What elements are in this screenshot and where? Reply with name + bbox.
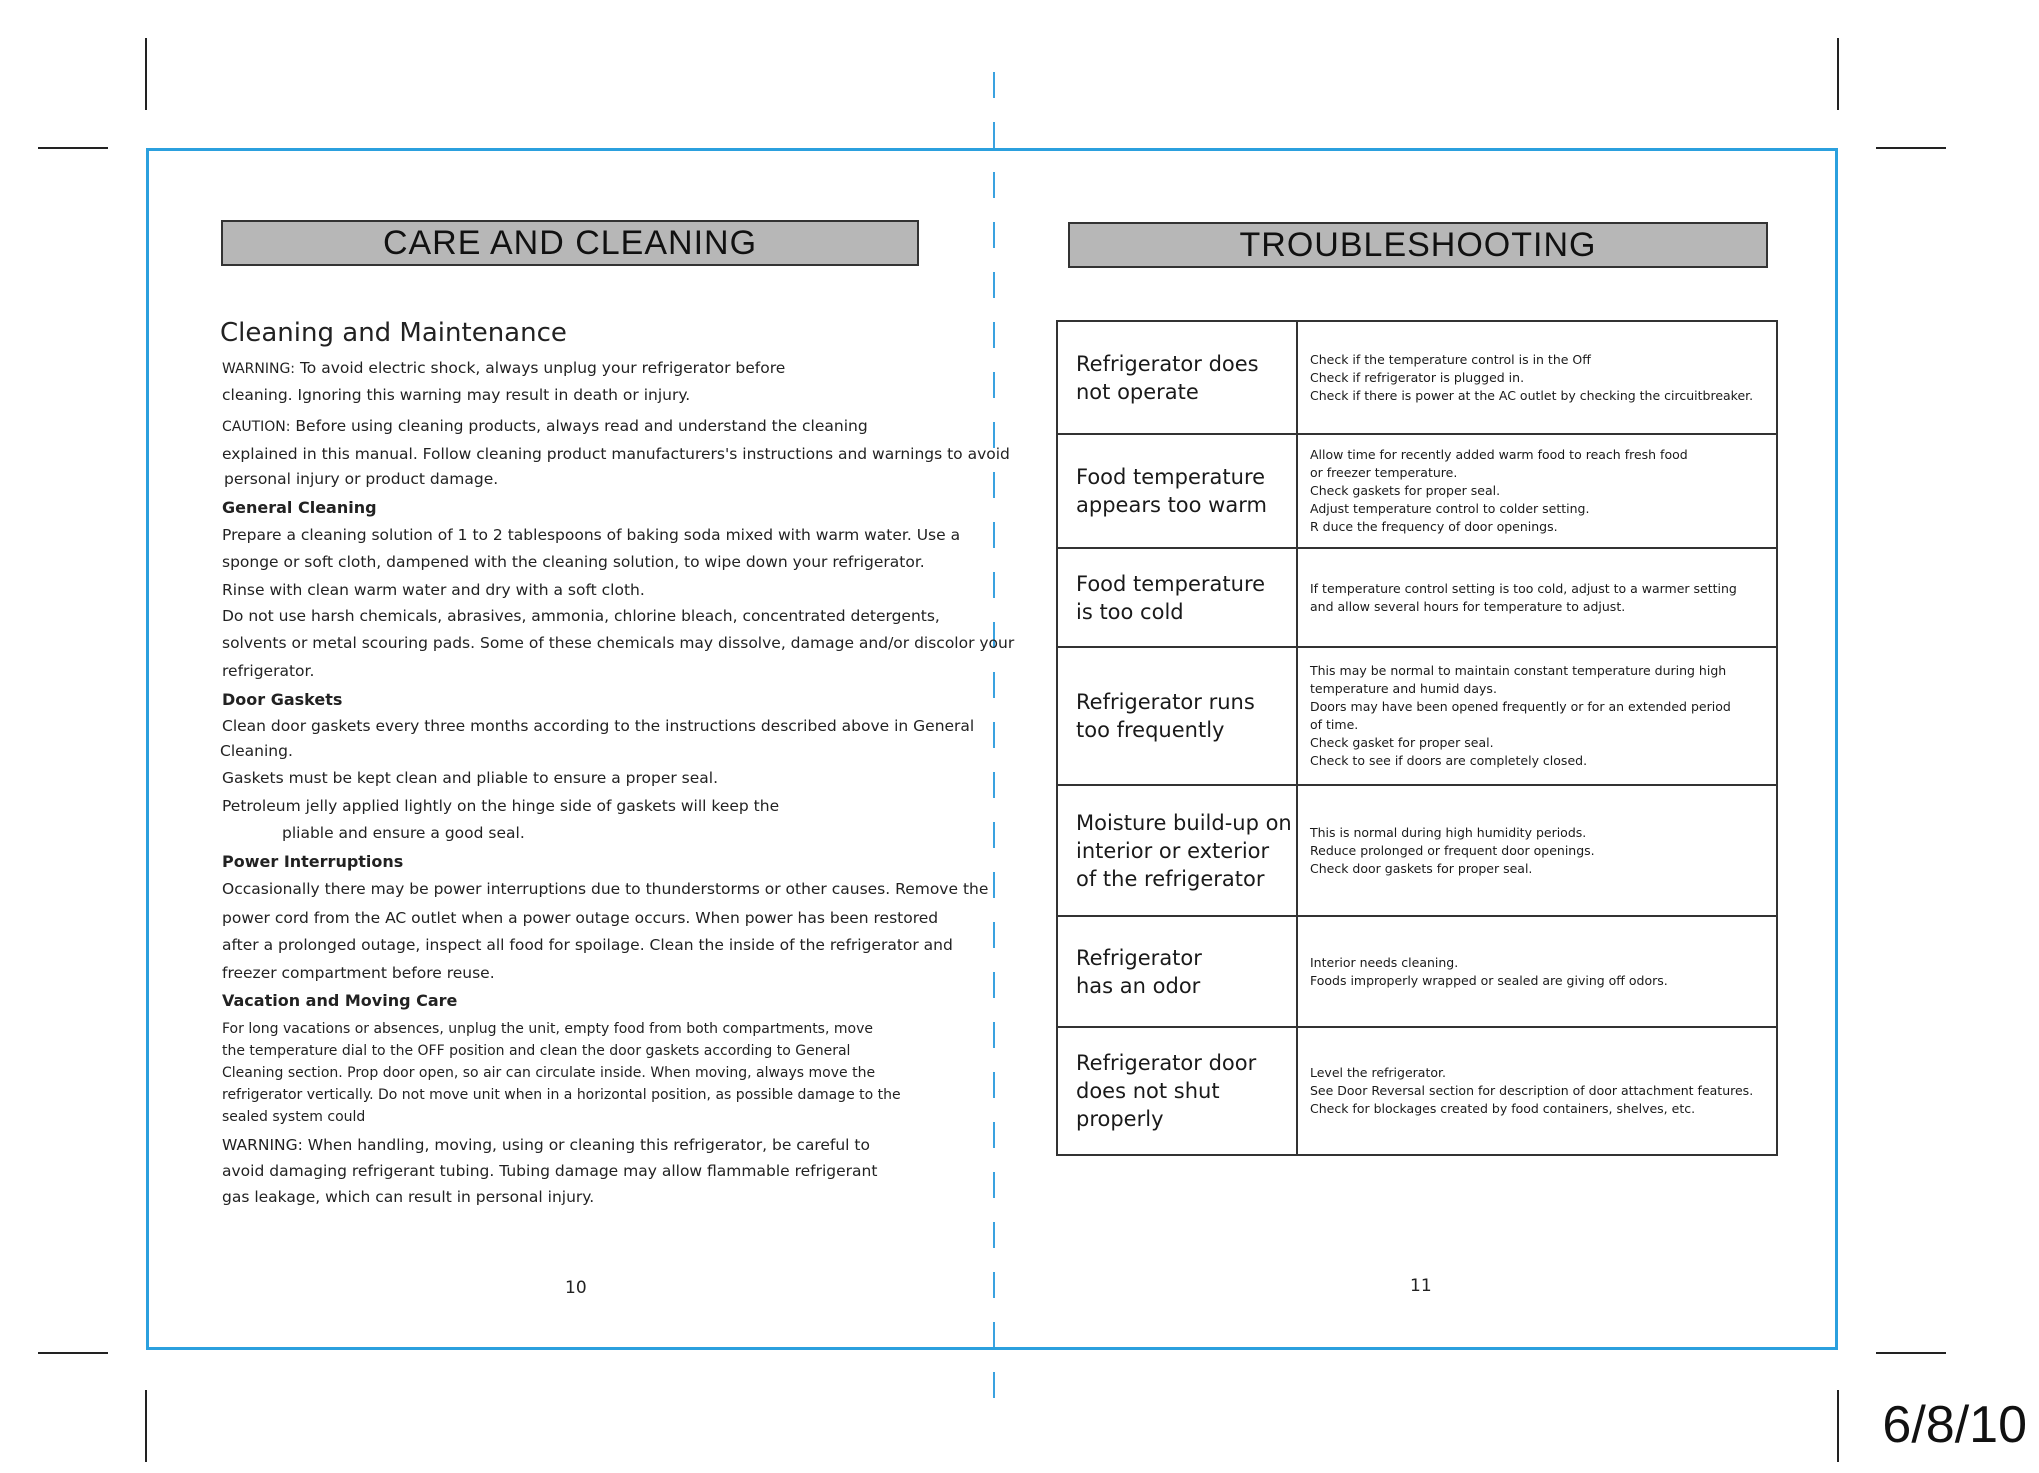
body-text: Prepare a cleaning solution of 1 to 2 tablespoons of baking soda mixed with warm water. Use a (222, 526, 961, 544)
body-text: Do not use harsh chemicals, abrasives, ammonia, chlorine bleach, concentrated detergents, (222, 607, 940, 625)
troubleshooting-row (1057, 916, 1777, 1027)
notice-label: CAUTION: (222, 419, 291, 435)
solution-text: Reduce prolonged or frequent door openings. (1310, 842, 1595, 858)
subsection-heading: General Cleaning (222, 498, 377, 517)
solution-text: R duce the frequency of door openings. (1310, 519, 1558, 534)
body-text-line: For long vacations or absences, unplug the unit, empty food from both compartments, move (222, 1021, 873, 1037)
body-text: solvents or metal scouring pads. Some of these chemicals may dissolve, damage and/or discolor your (222, 634, 1015, 652)
body-text: Before using cleaning products, always read and understand the cleaning (290, 417, 868, 435)
solution-cell (1297, 548, 1777, 647)
problem-text: Moisture build-up on (1076, 810, 1292, 835)
body-text: Clean door gaskets every three months according to the instructions described above in General (222, 717, 975, 735)
solution-text: See Door Reversal section for description of door attachment features. (1310, 1083, 1754, 1098)
body-text: refrigerator. (222, 662, 315, 680)
solution-text: Check for blockages created by food containers, shelves, etc. (1310, 1101, 1696, 1116)
crop-mark-right-top (1876, 147, 1946, 149)
body-text-line (222, 413, 868, 440)
problem-text: Food temperature (1076, 571, 1266, 596)
body-text-line (222, 876, 988, 902)
crop-mark-left-top (38, 147, 108, 149)
body-text-line (222, 1158, 877, 1184)
solution-text: temperature and humid days. (1310, 681, 1497, 696)
body-text-line: Cleaning section. Prop door open, so air can circulate inside. When moving, always move the (222, 1065, 876, 1081)
crop-mark-left-bottom (38, 1352, 108, 1354)
body-text-line: the temperature dial to the OFF position and clean the door gaskets according to General (222, 1043, 851, 1059)
problem-text: has an odor (1076, 973, 1201, 998)
body-text: Rinse with clean warm water and dry with a soft cloth. (222, 581, 645, 599)
problem-text: properly (1076, 1107, 1164, 1131)
crop-mark-top-left (145, 38, 147, 110)
solution-cell (1297, 434, 1777, 548)
page-number-right: 11 (1410, 1276, 1432, 1296)
solution-text: Check if there is power at the AC outlet by checking the circuitbreaker. (1310, 387, 1754, 403)
body-text-line (222, 765, 718, 791)
date-stamp: 6/8/10 (1882, 1396, 2027, 1454)
crop-mark-top-right (1837, 38, 1839, 110)
problem-text: interior or exterior (1076, 838, 1270, 863)
fold-dash (993, 1372, 995, 1398)
troubleshooting-row (1057, 785, 1777, 916)
body-text: sponge or soft cloth, dampened with the cleaning solution, to wipe down your refrigerator. (222, 553, 925, 571)
solution-text: or freezer temperature. (1310, 465, 1458, 480)
problem-text: of the refrigerator (1076, 866, 1265, 891)
body-text-line (222, 932, 953, 958)
solution-text: Check gasket for proper seal. (1310, 735, 1494, 750)
crop-mark-right-bottom (1876, 1352, 1946, 1354)
solution-text: If temperature control setting is too cold, adjust to a warmer setting (1310, 580, 1737, 596)
problem-text: does not shut (1076, 1079, 1220, 1103)
body-text: power cord from the AC outlet when a power outage occurs. When power has been restored (222, 909, 939, 927)
body-text-line (222, 713, 974, 739)
body-text-line (222, 549, 925, 575)
body-text-line (222, 522, 960, 548)
problem-text: Refrigerator does (1076, 351, 1259, 376)
troubleshooting-title: TROUBLESHOOTING (1239, 225, 1597, 264)
troubleshooting-header (1068, 222, 1768, 268)
solution-text: and allow several hours for temperature to adjust. (1310, 598, 1626, 614)
solution-text: Adjust temperature control to colder setting. (1310, 501, 1590, 516)
troubleshooting-row (1057, 434, 1777, 548)
body-text-line: refrigerator vertically. Do not move unit when in a horizontal position, as possible damage to the (222, 1087, 901, 1103)
body-text-line (222, 960, 495, 986)
body-text-line (222, 355, 785, 382)
problem-cell (1057, 647, 1297, 785)
fold-dash (993, 72, 995, 98)
troubleshooting-table (1056, 320, 1778, 1156)
body-text-line (222, 1132, 870, 1158)
problem-cell (1057, 785, 1297, 916)
crop-mark-bottom-left (145, 1390, 147, 1462)
subsection-heading: Vacation and Moving Care (222, 991, 458, 1010)
problem-cell (1057, 548, 1297, 647)
body-text-line (222, 441, 1010, 467)
solution-text: Check to see if doors are completely closed. (1310, 753, 1588, 768)
problem-cell (1057, 916, 1297, 1027)
body-text: WARNING: When handling, moving, using or cleaning this refrigerator, be careful to (222, 1136, 870, 1154)
body-text: To avoid electric shock, always unplug your refrigerator before (295, 359, 786, 377)
body-text: personal injury or product damage. (224, 470, 499, 488)
solution-cell (1297, 1027, 1777, 1155)
notice-label: WARNING: (222, 361, 296, 377)
fold-dash (993, 122, 995, 148)
care-cleaning-header (221, 220, 919, 266)
solution-text: of time. (1310, 717, 1359, 732)
solution-cell (1297, 916, 1777, 1027)
body-text: after a prolonged outage, inspect all food for spoilage. Clean the inside of the refrigerator and (222, 936, 953, 954)
body-text-line (222, 905, 938, 931)
solution-text: Foods improperly wrapped or sealed are giving off odors. (1310, 972, 1668, 988)
solution-text: Check gaskets for proper seal. (1310, 483, 1501, 498)
body-text-line (222, 793, 779, 819)
body-text-line (222, 658, 314, 684)
solution-text: Check if refrigerator is plugged in. (1310, 369, 1525, 385)
solution-text: Doors may have been opened frequently or for an extended period (1310, 699, 1731, 714)
body-text: avoid damaging refrigerant tubing. Tubing damage may allow flammable refrigerant (222, 1162, 878, 1180)
problem-cell (1057, 321, 1297, 434)
problem-text: Refrigerator (1076, 945, 1202, 970)
body-text-line (220, 738, 293, 764)
problem-text: too frequently (1076, 718, 1225, 742)
problem-text: Food temperature (1076, 465, 1266, 489)
care-cleaning-title: CARE AND CLEANING (382, 223, 758, 262)
solution-cell (1297, 785, 1777, 916)
troubleshooting-row (1057, 321, 1777, 434)
solution-text: Check door gaskets for proper seal. (1310, 860, 1533, 876)
problem-text: Refrigerator runs (1076, 690, 1255, 714)
solution-text: This is normal during high humidity periods. (1310, 824, 1587, 840)
solution-text: Check if the temperature control is in the Off (1310, 351, 1591, 367)
body-text: explained in this manual. Follow cleaning product manufacturers's instructions and warnings to avoid (222, 445, 1010, 463)
solution-cell (1297, 647, 1777, 785)
problem-text: not operate (1076, 379, 1199, 404)
subsection-heading: Door Gaskets (222, 690, 343, 709)
body-text-line (222, 1184, 594, 1210)
body-text: Gaskets must be kept clean and pliable to ensure a proper seal. (222, 769, 719, 787)
body-text-line (222, 382, 690, 408)
troubleshooting-row (1057, 647, 1777, 785)
solution-text: Interior needs cleaning. (1310, 954, 1459, 970)
body-text-line: sealed system could (222, 1109, 366, 1125)
problem-text: appears too warm (1076, 493, 1267, 517)
body-text: Occasionally there may be power interruptions due to thunderstorms or other causes. Remove the (222, 880, 989, 898)
troubleshooting-row (1057, 1027, 1777, 1155)
problem-text: is too cold (1076, 599, 1184, 624)
crop-mark-bottom-right (1837, 1390, 1839, 1462)
solution-text: Level the refrigerator. (1310, 1065, 1446, 1080)
body-text-line (224, 466, 498, 492)
body-text-line (282, 820, 525, 846)
page-number-left: 10 (565, 1278, 587, 1298)
solution-text: This may be normal to maintain constant temperature during high (1310, 663, 1727, 678)
body-text: gas leakage, which can result in personal injury. (222, 1188, 595, 1206)
body-text: freezer compartment before reuse. (222, 964, 495, 982)
solution-cell (1297, 321, 1777, 434)
body-text-line (222, 630, 1014, 656)
body-text: cleaning. Ignoring this warning may result in death or injury. (222, 386, 691, 404)
body-text-line (222, 577, 645, 603)
section-title: Cleaning and Maintenance (220, 318, 567, 348)
body-text-line (222, 603, 940, 629)
subsection-heading: Power Interruptions (222, 852, 404, 871)
body-text: pliable and ensure a good seal. (282, 824, 525, 842)
problem-text: Refrigerator door (1076, 1051, 1257, 1075)
body-text: Petroleum jelly applied lightly on the hinge side of gaskets will keep the (222, 797, 780, 815)
problem-cell (1057, 1027, 1297, 1155)
troubleshooting-row (1057, 548, 1777, 647)
body-text: Cleaning. (220, 742, 293, 760)
problem-cell (1057, 434, 1297, 548)
solution-text: Allow time for recently added warm food to reach fresh food (1310, 447, 1688, 462)
